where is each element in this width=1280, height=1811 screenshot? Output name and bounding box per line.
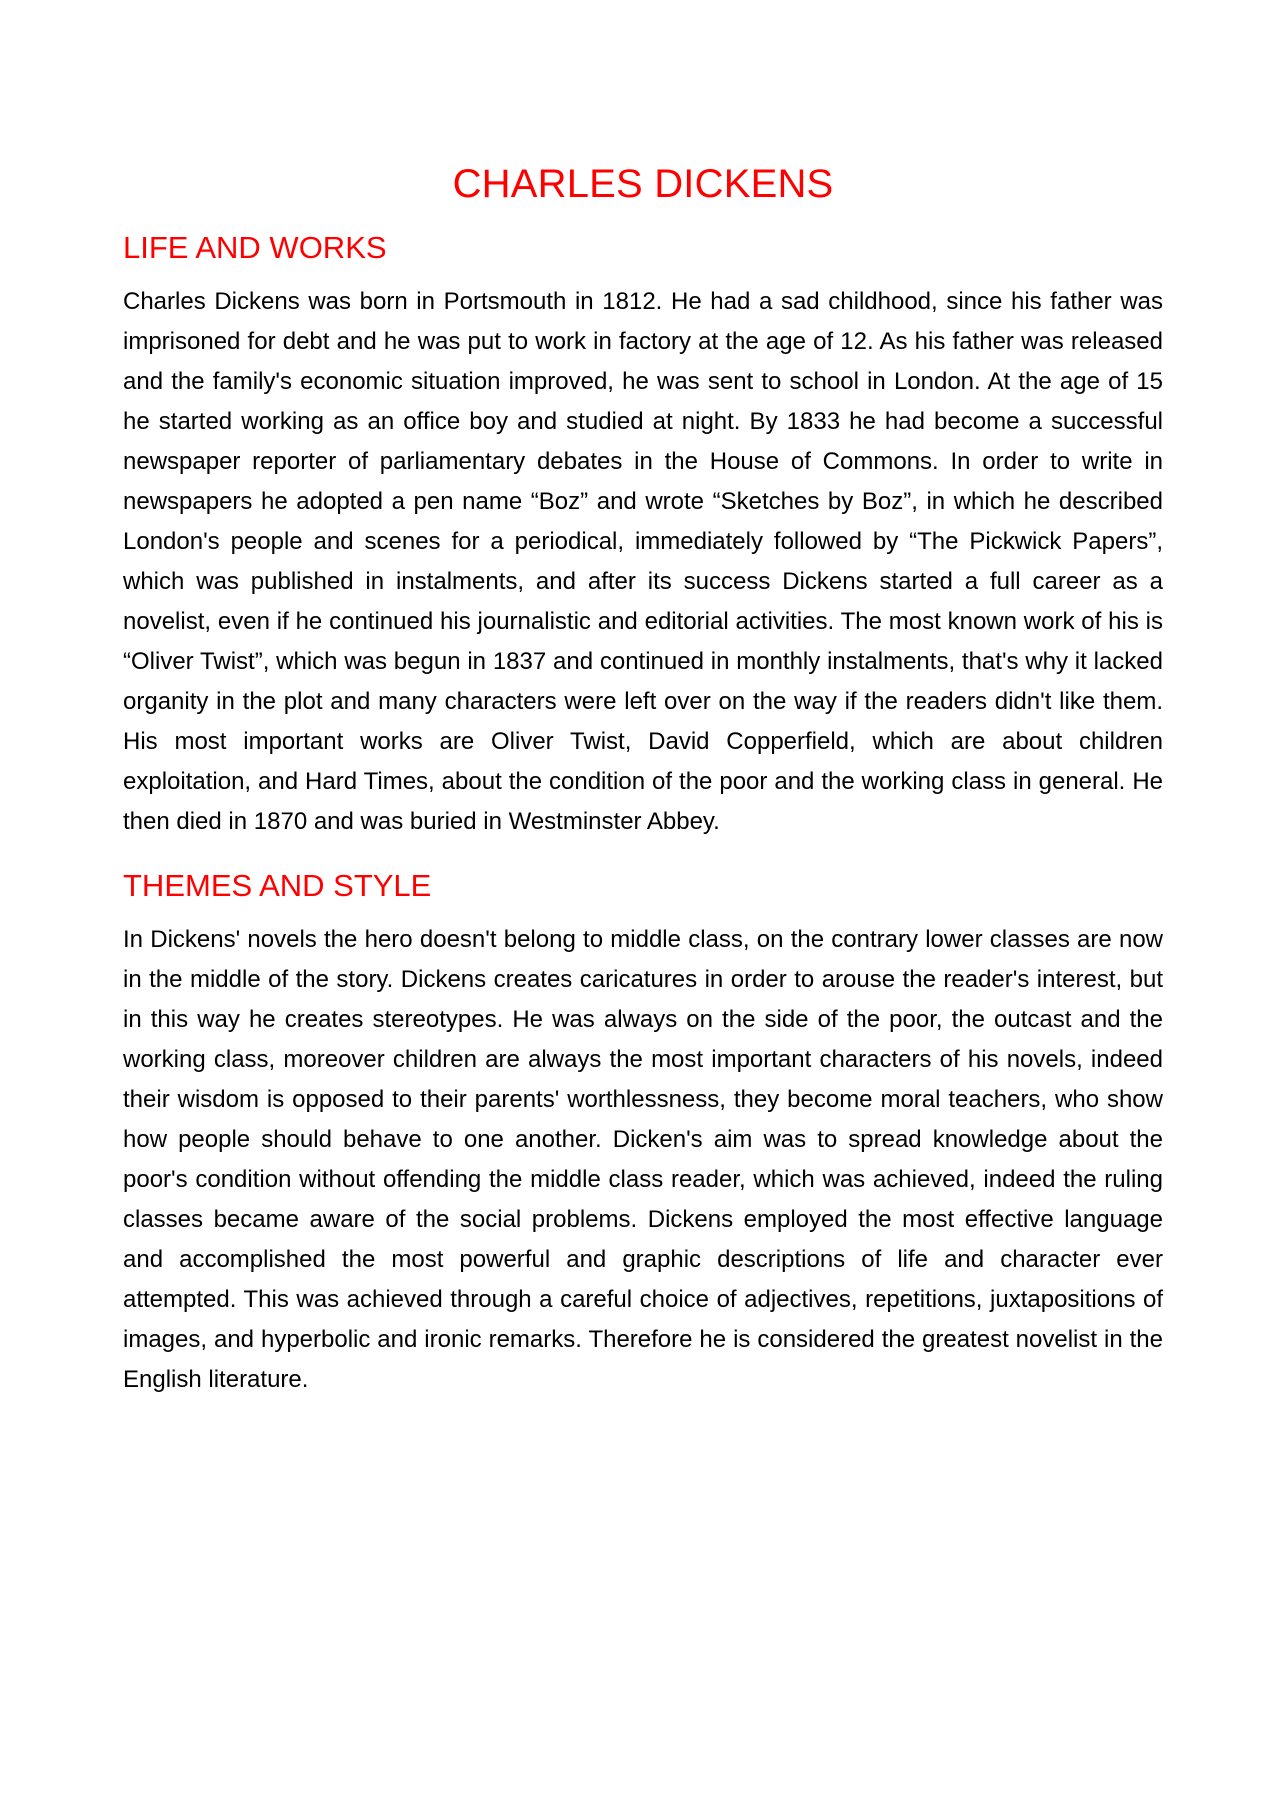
- section-life-and-works: [123, 228, 1163, 842]
- document-content: [123, 158, 1163, 1424]
- paragraph-life-and-works: Charles Dickens was born in Portsmouth in 1812. He had a sad childhood, since his father was imprisoned for debt and he was put to work in factory at the age of 12. As his father was released and the family's economic situation improved, he was sent to school in London. At the age of 15 he started working as an office boy and studied at night. By 1833 he had become a successful newspaper reporter of parliamentary debates in the House of Commons. In order to write in newspapers he adopted a pen name “Boz” and wrote “Sketches by Boz”, in which he described London's people and scenes for a periodical, immediately followed by “The Pickwick Papers”, which was published in instalments, and after its success Dickens started a full career as a novelist, even if he continued his journalistic and editorial activities. The most known work of his is “Oliver Twist”, which was begun in 1837 and continued in monthly instalments, that's why it lacked organity in the plot and many characters were left over on the way if the readers didn't like them. His most important works are Oliver Twist, David Copperfield, which are about children exploitation, and Hard Times, about the condition of the poor and the working class in general. He then died in 1870 and was buried in Westminster Abbey.: [123, 288, 1163, 835]
- document-title: CHARLES DICKENS: [452, 162, 834, 206]
- paragraph-themes-and-style: In Dickens' novels the hero doesn't belong to middle class, on the contrary lower classes are now in the middle of the story. Dickens creates caricatures in order to arouse the reader's interest, but in this way he creates stereotypes. He was always on the side of the poor, the outcast and the working class, moreover children are always the most important characters of his novels, indeed their wisdom is opposed to their parents' worthlessness, they become moral teachers, who show how people should behave to one another. Dicken's aim was to spread knowledge about the poor's condition without offending the middle class reader, which was achieved, indeed the ruling classes became aware of the social problems. Dickens employed the most effective language and accomplished the most powerful and graphic descriptions of life and character ever attempted. This was achieved through a careful choice of adjectives, repetitions, juxtapositions of images, and hyperbolic and ironic remarks. Therefore he is considered the greatest novelist in the English literature.: [123, 926, 1163, 1393]
- section-themes-and-style: [123, 866, 1163, 1400]
- section-heading-life-and-works: LIFE AND WORKS: [123, 230, 387, 265]
- section-heading-themes-and-style: THEMES AND STYLE: [123, 868, 432, 903]
